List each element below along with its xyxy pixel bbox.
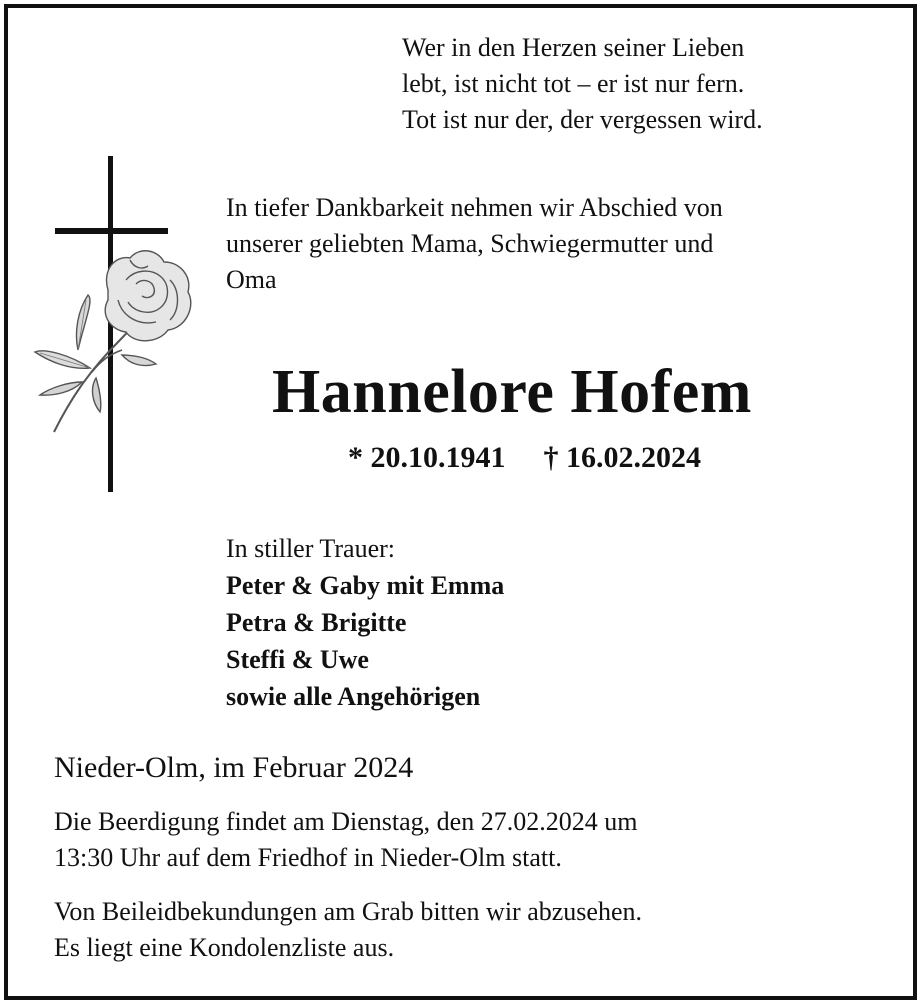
- quote-line: Wer in den Herzen seiner Lieben: [402, 33, 745, 62]
- memorial-quote: [402, 30, 763, 138]
- funeral-line: Die Beerdigung findet am Dienstag, den 27.02.2024 um: [54, 807, 638, 836]
- quote-line: lebt, ist nicht tot – er ist nur fern.: [402, 69, 745, 98]
- death-date: † 16.02.2024: [543, 441, 701, 474]
- intro-line: unserer geliebten Mama, Schwiegermutter und: [226, 229, 714, 258]
- cross-with-rose-icon: [30, 150, 205, 495]
- intro-line: Oma: [226, 265, 277, 294]
- quote-line: Tot ist nur der, der vergessen wird.: [402, 105, 763, 134]
- condolence-info: [54, 894, 642, 966]
- life-dates: [348, 438, 701, 478]
- mourner-name: sowie alle Angehörigen: [226, 682, 481, 711]
- condolence-line: Von Beileidbekundungen am Grab bitten wir abzusehen.: [54, 897, 642, 926]
- intro-line: In tiefer Dankbarkeit nehmen wir Abschied von: [226, 193, 723, 222]
- mourner-name: Steffi & Uwe: [226, 645, 369, 674]
- deceased-name: Hannelore Hofem: [272, 358, 752, 426]
- mourner-name: Peter & Gaby mit Emma: [226, 571, 505, 600]
- intro-text: [226, 190, 723, 298]
- mourners-list: [226, 567, 504, 715]
- funeral-line: 13:30 Uhr auf dem Friedhof in Nieder-Olm statt.: [54, 843, 562, 872]
- place-date: Nieder-Olm, im Februar 2024: [54, 751, 414, 784]
- mourner-name: Petra & Brigitte: [226, 608, 407, 637]
- funeral-info: [54, 804, 637, 876]
- mourners-label: In stiller Trauer:: [226, 534, 395, 563]
- birth-date: * 20.10.1941: [348, 441, 506, 474]
- condolence-line: Es liegt eine Kondolenzliste aus.: [54, 933, 395, 962]
